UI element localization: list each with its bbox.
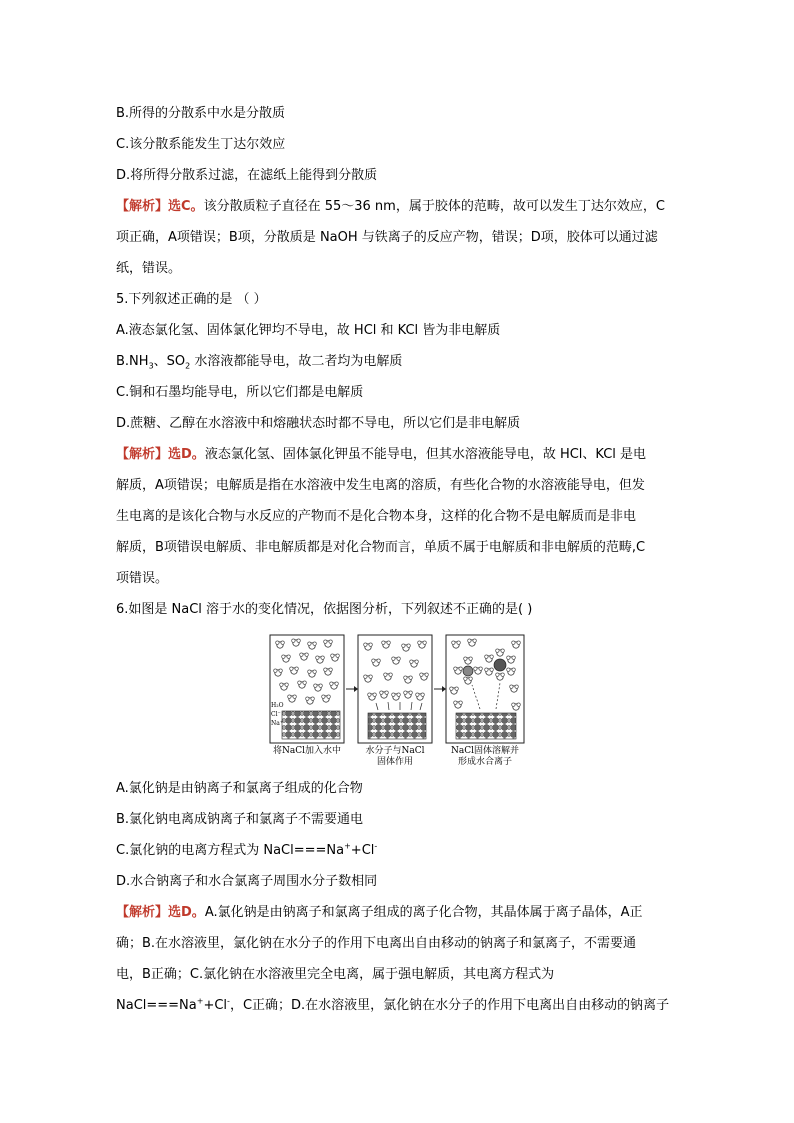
subscript: 3	[148, 361, 154, 371]
label-cl: Cl⁻	[271, 711, 281, 718]
nacl-dissolution-figure	[268, 633, 528, 775]
arrow-right-icon	[346, 686, 358, 692]
q5-option-b	[116, 353, 402, 370]
q6-option-c-text: C.氯化钠的电离方程式为 NaCl===Na	[116, 843, 345, 858]
q5-analysis-line-3: 生电离的是该化合物与水反应的产物而不是化合物本身，这样的化合物不是电解质而是非电	[116, 509, 637, 524]
q6-analysis-line-1	[116, 904, 643, 921]
analysis-choice: 选D。	[168, 905, 205, 920]
caption-2	[356, 746, 434, 768]
q5-analysis-line-5: 项错误。	[116, 571, 169, 586]
q4-analysis-line-2: 项正确，A项错误；B项，分散质是 NaOH 与铁离子的反应产物，错误；D项，胶体可以通过滤	[116, 230, 658, 245]
analysis-choice: 选D。	[168, 447, 205, 462]
q6-option-d: D.水合钠离子和水合氯离子周围水分子数相同	[116, 874, 378, 889]
q5-option-b-text: 、SO	[153, 354, 186, 369]
analysis-text: 液态氯化氢、固体氯化钾虽不能导电，但其水溶液能导电，故 HCl、KCl 是电	[204, 447, 647, 462]
q5-analysis-line-4: 解质，B项错误电解质、非电解质都是对化合物而言，单质不属于电解质和非电解质的范畴,C	[116, 540, 646, 555]
caption-3	[444, 746, 526, 768]
analysis-text: A.氯化钠是由钠离子和氯离子组成的离子化合物，其晶体属于离子晶体，A正	[204, 905, 643, 920]
q6-analysis-line-3: 电，B正确；C.氯化钠在水溶液里完全电离，属于强电解质，其电离方程式为	[116, 967, 555, 982]
q4-option-b: B.所得的分散系中水是分散质	[116, 106, 286, 121]
analysis-text: NaCl===Na	[116, 998, 197, 1013]
q5-stem: 5.下列叙述正确的是 （ ）	[116, 292, 267, 307]
q6-option-b: B.氯化钠电离成钠离子和氯离子不需要通电	[116, 812, 364, 827]
q6-stem: 6.如图是 NaCl 溶于水的变化情况，依据图分析，下列叙述不正确的是( )	[116, 602, 533, 617]
q4-option-c: C.该分散系能发生丁达尔效应	[116, 137, 286, 152]
q5-option-b-text: B.NH	[116, 354, 149, 369]
q6-option-c	[116, 842, 377, 859]
superscript: -	[227, 996, 230, 1006]
analysis-text: 该分散质粒子直径在 55～36 nm，属于胶体的范畴，故可以发生丁达尔效应，C	[203, 199, 665, 214]
q5-analysis-line-1	[116, 446, 646, 463]
analysis-choice: 选C。	[168, 199, 204, 214]
q4-analysis-line-3: 纸，错误。	[116, 261, 182, 276]
q5-option-b-text: 水溶液都能导电，故二者均为电解质	[190, 354, 403, 369]
analysis-tag: 【解析】	[116, 199, 169, 214]
q5-option-c: C.铜和石墨均能导电，所以它们都是电解质	[116, 385, 364, 400]
caption-1: 将NaCl加入水中	[272, 746, 341, 756]
caption-3-line-1: NaCl固体溶解并	[450, 746, 519, 756]
q5-analysis-line-2: 解质，A项错误；电解质是指在水溶液中发生电离的溶质，有些化合物的水溶液能导电，但发	[116, 478, 645, 493]
superscript: +	[196, 996, 204, 1006]
analysis-text: ，C正确；D.在水溶液里，氯化钠在水分子的作用下电离出自由移动的钠离子	[229, 998, 670, 1013]
analysis-text: +Cl	[203, 998, 228, 1013]
nacl-crystal	[368, 713, 426, 739]
q6-option-a: A.氯化钠是由钠离子和氯离子组成的化合物	[116, 781, 363, 796]
superscript: +	[344, 841, 351, 851]
label-h2o: H₂O	[271, 702, 284, 709]
caption-2-line-1: 水分子与NaCl	[365, 746, 425, 756]
caption-3-line-2: 形成水合离子	[457, 757, 512, 767]
q6-analysis-line-4	[116, 997, 669, 1014]
q4-analysis-line-1	[116, 198, 665, 215]
subscript: 2	[185, 361, 191, 371]
q5-option-d: D.蔗糖、乙醇在水溶液中和熔融状态时都不导电，所以它们是非电解质	[116, 416, 521, 431]
q5-option-a: A.液态氯化氢、固体氯化钾均不导电，故 HCl 和 KCl 皆为非电解质	[116, 323, 501, 338]
q6-analysis-line-2: 确；B.在水溶液里，氯化钠在水分子的作用下电离出自由移动的钠离子和氯离子，不需要通	[116, 936, 637, 951]
label-na: Na⁺	[271, 720, 283, 727]
analysis-tag: 【解析】	[116, 905, 169, 920]
superscript: -	[374, 841, 378, 851]
q6-option-c-text: +Cl	[350, 843, 375, 858]
nacl-crystal	[282, 711, 340, 739]
q4-option-d: D.将所得分散系过滤，在滤纸上能得到分散质	[116, 168, 378, 183]
caption-2-line-2: 固体作用	[376, 757, 413, 767]
arrow-right-icon	[434, 686, 446, 692]
analysis-tag: 【解析】	[116, 447, 169, 462]
nacl-crystal	[456, 713, 516, 739]
